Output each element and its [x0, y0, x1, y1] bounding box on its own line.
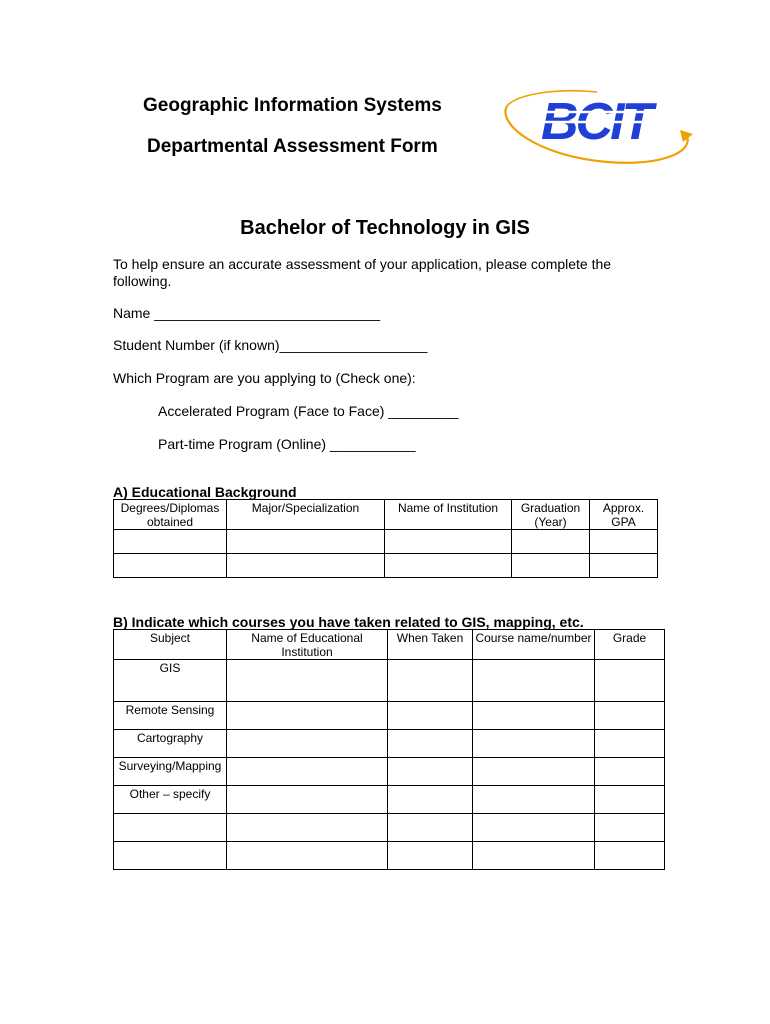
cell-input[interactable] — [227, 842, 388, 870]
table-row[interactable] — [114, 530, 658, 554]
cell-input[interactable] — [227, 814, 388, 842]
col-course: Course name/number — [473, 630, 595, 660]
cell-input[interactable] — [227, 554, 385, 578]
cell-input[interactable] — [388, 786, 473, 814]
subject-label: Cartography — [114, 730, 227, 758]
col-graduation: Graduation (Year) — [512, 500, 590, 530]
logo-text: BCIT — [541, 93, 651, 151]
intro-text: To help ensure an accurate assessment of your application, please complete the following. — [113, 256, 612, 289]
cell-input[interactable] — [595, 660, 665, 702]
page-title: Bachelor of Technology in GIS — [240, 217, 530, 239]
cell-input[interactable] — [388, 814, 473, 842]
cell-input[interactable] — [473, 660, 595, 702]
cell-input[interactable] — [227, 702, 388, 730]
col-when-taken: When Taken — [388, 630, 473, 660]
bcit-logo — [497, 84, 693, 172]
col-degrees: Degrees/Diplomas obtained — [114, 500, 227, 530]
col-major: Major/Specialization — [227, 500, 385, 530]
cell-input[interactable] — [512, 554, 590, 578]
cell-input[interactable] — [388, 702, 473, 730]
cell-input[interactable] — [590, 554, 658, 578]
subject-label: Remote Sensing — [114, 702, 227, 730]
cell-input[interactable] — [388, 660, 473, 702]
name-field[interactable]: Name _____________________________ — [113, 305, 381, 321]
cell-input[interactable] — [388, 842, 473, 870]
table-row[interactable] — [114, 554, 658, 578]
form-header-line1: Geographic Information Systems — [143, 95, 442, 116]
cell-input[interactable] — [388, 758, 473, 786]
cell-input[interactable] — [473, 730, 595, 758]
table-row[interactable] — [114, 786, 665, 814]
col-edu-institution: Name of Educational Institution — [227, 630, 388, 660]
accelerated-option[interactable]: Accelerated Program (Face to Face) _________ — [158, 403, 459, 419]
cell-input[interactable] — [227, 786, 388, 814]
cell-input[interactable] — [595, 814, 665, 842]
cell-input[interactable] — [385, 554, 512, 578]
form-header-line2: Departmental Assessment Form — [147, 136, 438, 157]
col-gpa: Approx. GPA — [590, 500, 658, 530]
cell-input[interactable] — [473, 786, 595, 814]
table-row[interactable] — [114, 702, 665, 730]
cell-input[interactable] — [114, 554, 227, 578]
cell-input[interactable] — [114, 814, 227, 842]
cell-input[interactable] — [114, 530, 227, 554]
col-grade: Grade — [595, 630, 665, 660]
education-table — [113, 499, 658, 578]
table-row[interactable] — [114, 730, 665, 758]
cell-input[interactable] — [595, 730, 665, 758]
education-header-row — [114, 500, 658, 530]
cell-input[interactable] — [385, 530, 512, 554]
student-number-field[interactable]: Student Number (if known)___________________ — [113, 337, 428, 353]
table-row[interactable] — [114, 758, 665, 786]
courses-header-row — [114, 630, 665, 660]
subject-label: Other – specify — [114, 786, 227, 814]
subject-label: Surveying/Mapping — [114, 758, 227, 786]
table-row[interactable] — [114, 814, 665, 842]
cell-input[interactable] — [473, 842, 595, 870]
cell-input[interactable] — [473, 814, 595, 842]
cell-input[interactable] — [388, 730, 473, 758]
cell-input[interactable] — [595, 786, 665, 814]
cell-input[interactable] — [227, 758, 388, 786]
section-a-heading: A) Educational Background — [113, 484, 297, 500]
program-question: Which Program are you applying to (Check one): — [113, 370, 416, 386]
cell-input[interactable] — [227, 730, 388, 758]
subject-label: GIS — [114, 660, 227, 702]
parttime-option[interactable]: Part-time Program (Online) ___________ — [158, 436, 416, 452]
cell-input[interactable] — [590, 530, 658, 554]
courses-table — [113, 629, 665, 870]
cell-input[interactable] — [227, 660, 388, 702]
section-b-heading: B) Indicate which courses you have taken related to GIS, mapping, etc. — [113, 614, 584, 630]
cell-input[interactable] — [595, 842, 665, 870]
table-row[interactable] — [114, 660, 665, 702]
cell-input[interactable] — [227, 530, 385, 554]
cell-input[interactable] — [473, 758, 595, 786]
col-subject: Subject — [114, 630, 227, 660]
cell-input[interactable] — [512, 530, 590, 554]
cell-input[interactable] — [595, 702, 665, 730]
cell-input[interactable] — [473, 702, 595, 730]
cell-input[interactable] — [595, 758, 665, 786]
col-institution: Name of Institution — [385, 500, 512, 530]
cell-input[interactable] — [114, 842, 227, 870]
table-row[interactable] — [114, 842, 665, 870]
